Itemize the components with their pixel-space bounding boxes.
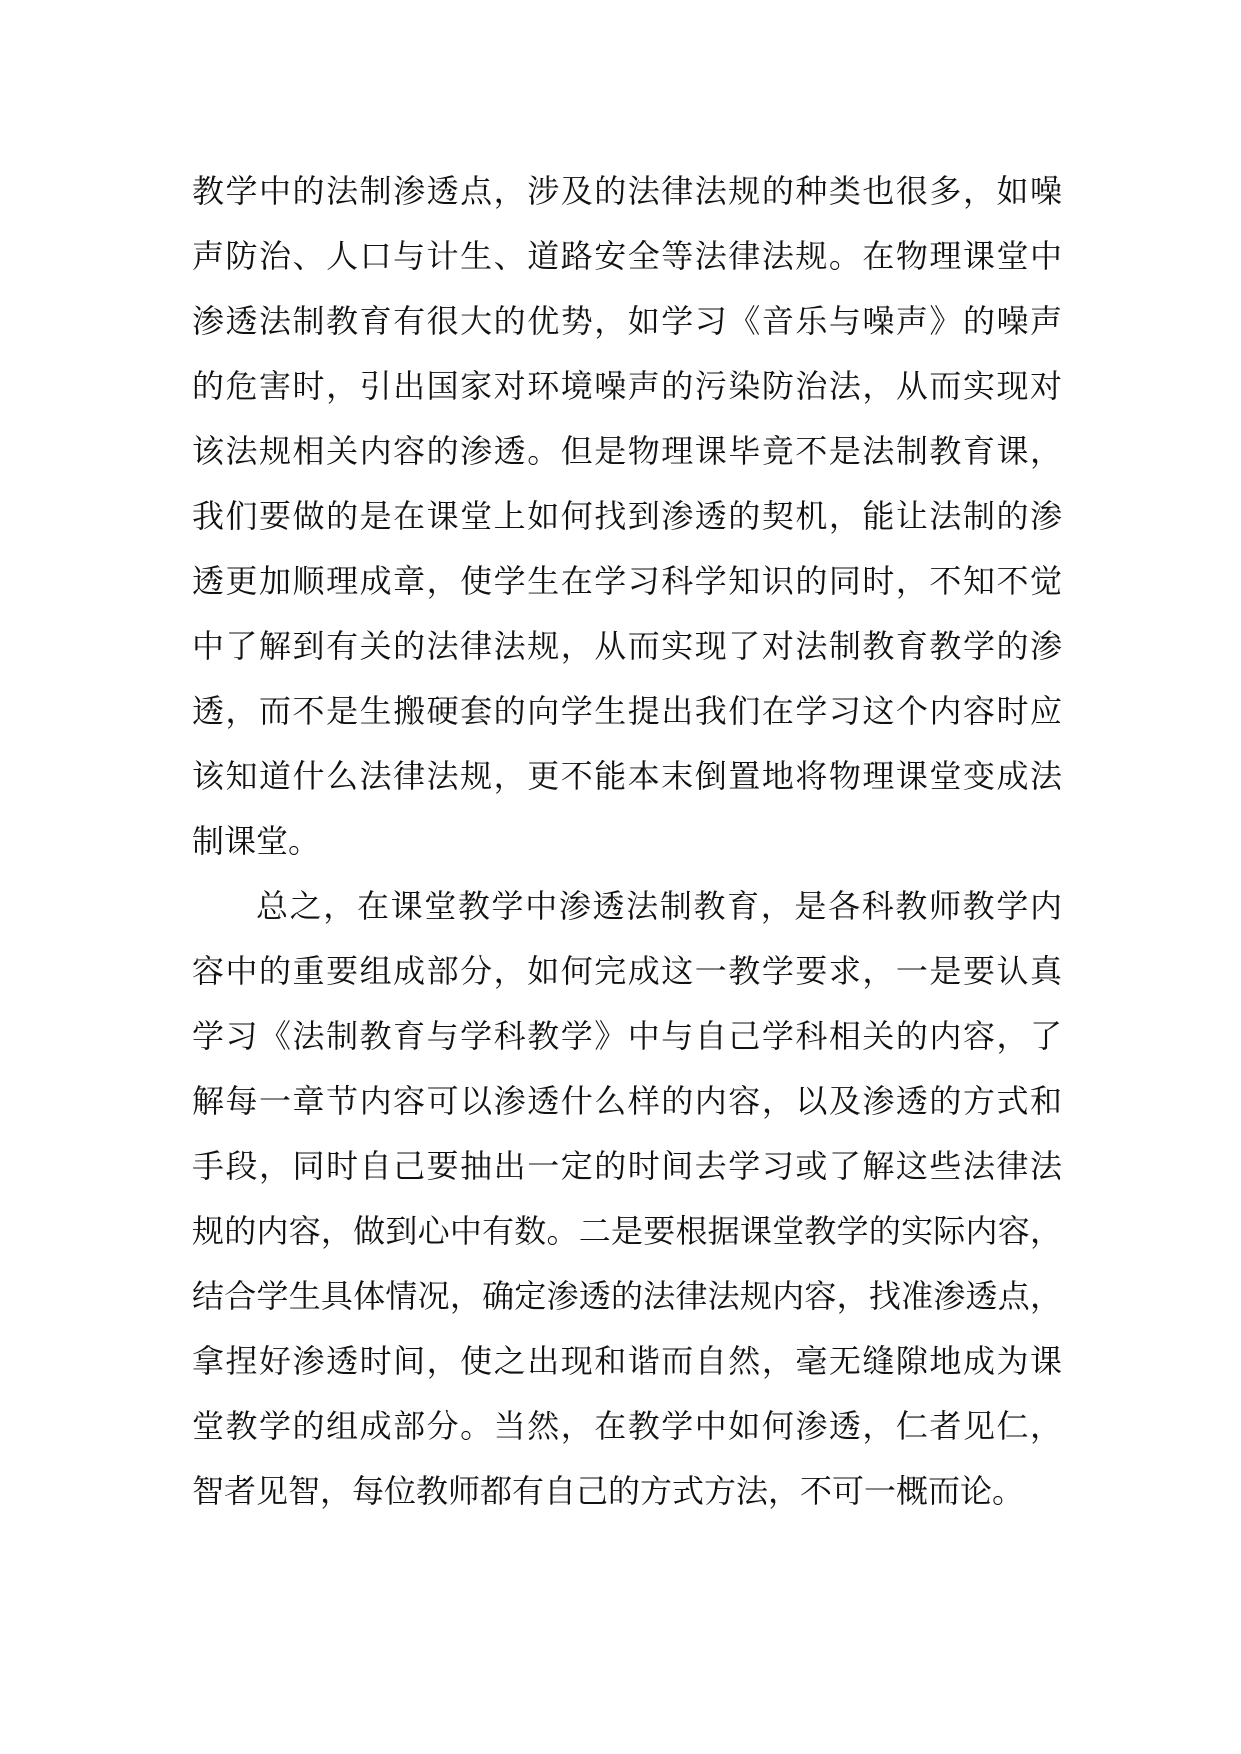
text-line: 制课堂。 <box>192 822 321 860</box>
text-line: 教学中的法制渗透点，涉及的法律法规的种类也很多，如噪 <box>192 172 1062 210</box>
text-line: 规的内容，做到心中有数。二是要根据课堂教学的实际内容， <box>192 1212 1062 1250</box>
text-line: 手段，同时自己要抽出一定的时间去学习或了解这些法律法 <box>192 1147 1062 1185</box>
text-line: 拿捏好渗透时间，使之出现和谐而自然，毫无缝隙地成为课 <box>192 1342 1062 1380</box>
text-line: 该法规相关内容的渗透。但是物理课毕竟不是法制教育课， <box>192 432 1062 470</box>
text-line: 的危害时，引出国家对环境噪声的污染防治法，从而实现对 <box>192 367 1062 405</box>
paragraph-2 <box>192 874 1062 1524</box>
text-line: 总之，在课堂教学中渗透法制教育，是各科教师教学内 <box>256 887 1062 925</box>
text-line: 透，而不是生搬硬套的向学生提出我们在学习这个内容时应 <box>192 692 1062 730</box>
text-line: 我们要做的是在课堂上如何找到渗透的契机，能让法制的渗 <box>192 497 1062 535</box>
text-line: 透更加顺理成章，使学生在学习科学知识的同时，不知不觉 <box>192 562 1062 600</box>
text-line: 该知道什么法律法规，更不能本末倒置地将物理课堂变成法 <box>192 757 1062 795</box>
text-line: 容中的重要组成部分，如何完成这一教学要求，一是要认真 <box>192 952 1062 990</box>
text-line: 智者见智，每位教师都有自己的方式方法，不可一概而论。 <box>192 1472 1025 1510</box>
text-line: 中了解到有关的法律法规，从而实现了对法制教育教学的渗 <box>192 627 1062 665</box>
text-line: 渗透法制教育有很大的优势，如学习《音乐与噪声》的噪声 <box>192 302 1062 340</box>
text-line: 学习《法制教育与学科教学》中与自己学科相关的内容，了 <box>192 1017 1062 1055</box>
text-line: 结合学生具体情况，确定渗透的法律法规内容，找准渗透点， <box>192 1277 1062 1315</box>
text-line: 声防治、人口与计生、道路安全等法律法规。在物理课堂中 <box>192 237 1062 275</box>
paragraph-1 <box>192 159 1062 874</box>
text-line: 解每一章节内容可以渗透什么样的内容，以及渗透的方式和 <box>192 1082 1062 1120</box>
text-line: 堂教学的组成部分。当然，在教学中如何渗透，仁者见仁， <box>192 1407 1062 1445</box>
body-text <box>192 159 1062 1524</box>
